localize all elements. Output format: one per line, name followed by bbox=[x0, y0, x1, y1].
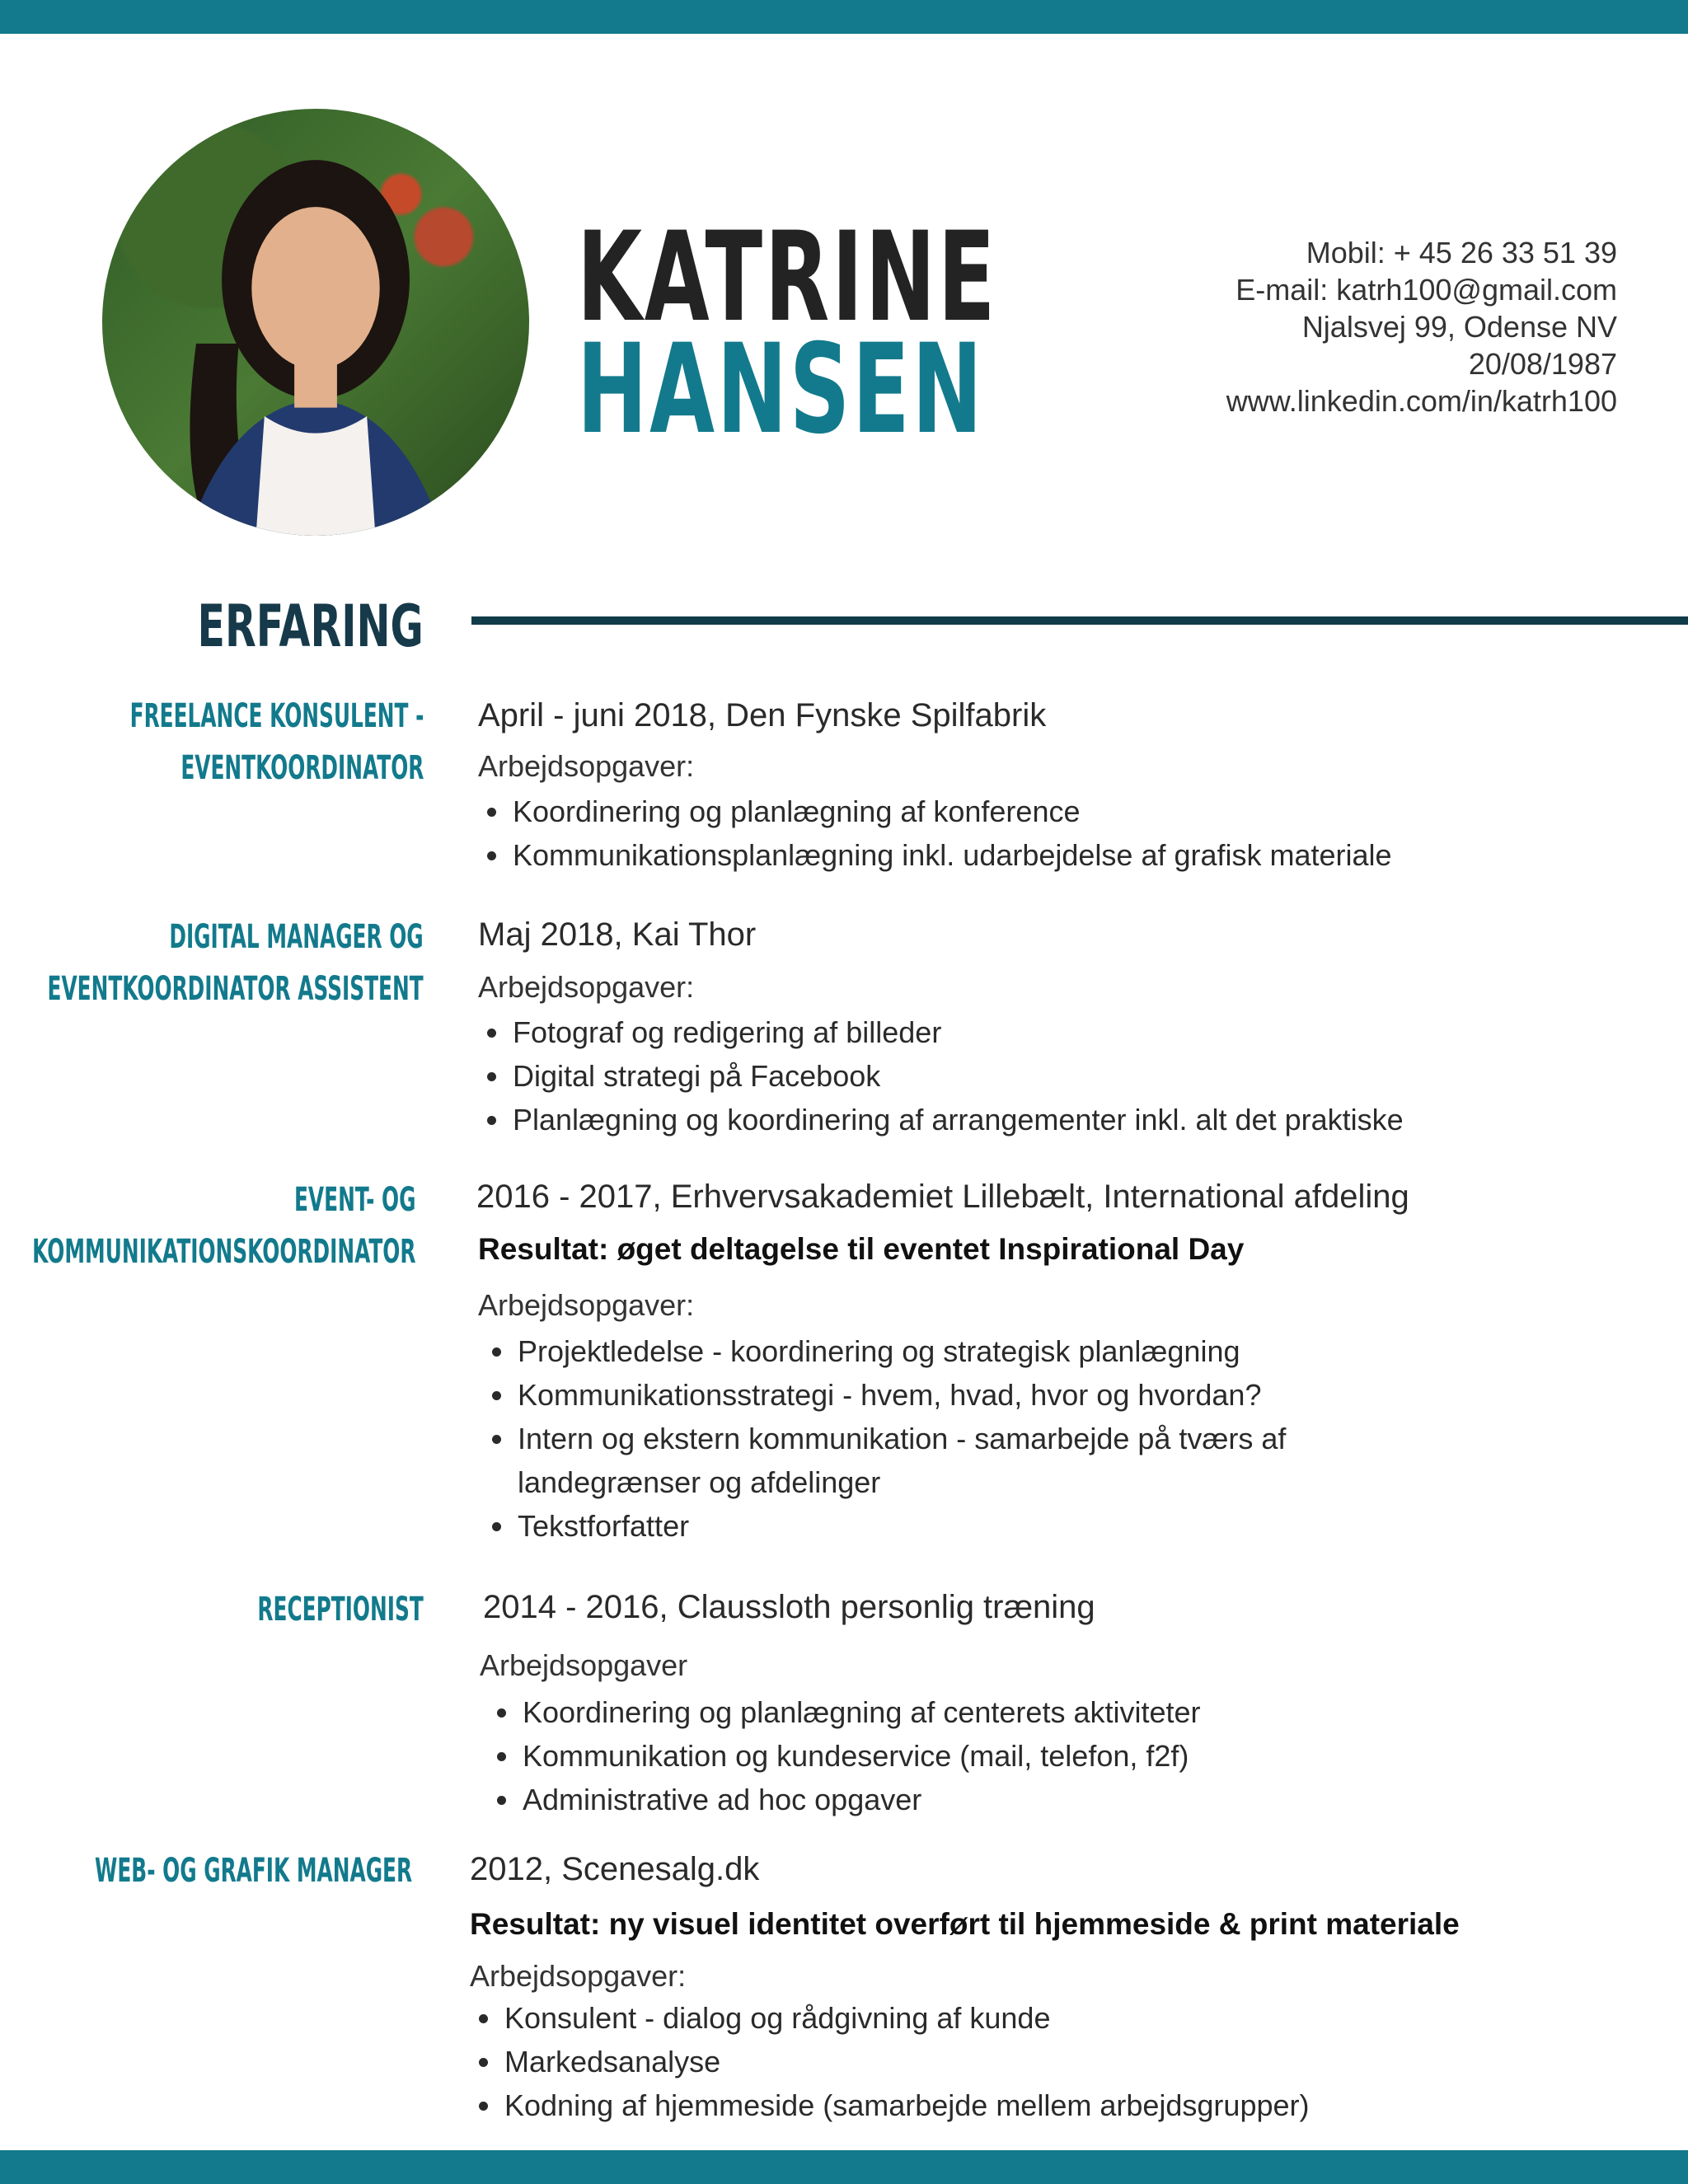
job-title-line: RECEPTIONIST bbox=[257, 1591, 424, 1629]
task-item: • Konsulent - dialog og rådgivning af kunde bbox=[503, 1996, 1309, 2040]
task-item: • Projektledelse - koordinering og strategisk planlægning bbox=[516, 1329, 1391, 1373]
job-title-digital-manager bbox=[48, 912, 424, 1015]
job-title-freelance bbox=[129, 691, 424, 794]
job-title-line: DIGITAL MANAGER OG bbox=[169, 918, 424, 956]
job-head: 2016 - 2017, Erhvervsakademiet Lillebælt, International afdeling bbox=[476, 1179, 1409, 1215]
task-item: • Digital strategi på Facebook bbox=[511, 1054, 1404, 1098]
job-task-list bbox=[478, 790, 1392, 877]
job-title-line: EVENTKOORDINATOR ASSISTENT bbox=[47, 970, 424, 1008]
job-task-list bbox=[470, 1996, 1309, 2127]
task-item: • Markedsanalyse bbox=[503, 2040, 1309, 2083]
task-item: • Tekstforfatter bbox=[516, 1504, 1391, 1548]
contact-block bbox=[1226, 234, 1617, 419]
task-item: • Koordinering og planlægning af konference bbox=[511, 790, 1392, 833]
contact-linkedin: www.linkedin.com/in/katrh100 bbox=[1226, 384, 1617, 418]
task-item: • Administrative ad hoc opgaver bbox=[521, 1778, 1201, 1821]
task-item: • Kodning af hjemmeside (samarbejde mellem arbejdsgrupper) bbox=[503, 2083, 1309, 2127]
job-title-web-graphic-manager bbox=[95, 1845, 412, 1897]
task-item: • Kommunikationsplanlægning inkl. udarbejdelse af grafisk materiale bbox=[511, 833, 1392, 877]
job-head: Maj 2018, Kai Thor bbox=[478, 916, 757, 953]
job-title-event-communication bbox=[32, 1174, 415, 1278]
job-head: 2014 - 2016, Claussloth personlig træning bbox=[483, 1589, 1095, 1625]
job-tasks-label: Arbejdsopgaver: bbox=[470, 1959, 687, 1993]
job-title-receptionist bbox=[258, 1584, 424, 1636]
job-task-list bbox=[483, 1329, 1391, 1548]
job-tasks-label: Arbejdsopgaver: bbox=[478, 1288, 695, 1322]
job-result: Resultat: øget deltagelse til eventet Inspirational Day bbox=[478, 1232, 1245, 1266]
job-task-list bbox=[478, 1010, 1404, 1141]
job-head: April - juni 2018, Den Fynske Spilfabrik bbox=[478, 697, 1047, 733]
task-item: • Fotograf og redigering af billeder bbox=[511, 1010, 1404, 1054]
top-accent-bar bbox=[0, 0, 1688, 34]
task-item: • Kommunikationsstrategi - hvem, hvad, hvor og hvordan? bbox=[516, 1373, 1391, 1417]
section-title-experience: ERFARING bbox=[197, 593, 424, 660]
job-head: 2012, Scenesalg.dk bbox=[470, 1851, 760, 1887]
task-item: • Intern og ekstern kommunikation - samarbejde på tværs af landegrænser og afdelinger bbox=[516, 1417, 1391, 1504]
profile-photo bbox=[102, 109, 529, 536]
job-title-line: KOMMUNIKATIONSKOORDINATOR bbox=[31, 1233, 415, 1271]
contact-email: E-mail: katrh100@gmail.com bbox=[1236, 273, 1617, 307]
job-title-line: WEB- OG GRAFIK MANAGER bbox=[94, 1852, 412, 1890]
task-item: • Kommunikation og kundeservice (mail, telefon, f2f) bbox=[521, 1734, 1201, 1778]
job-result: Resultat: ny visuel identitet overført til hjemmeside & print materiale bbox=[470, 1907, 1460, 1941]
section-divider bbox=[471, 616, 1688, 625]
task-item: • Planlægning og koordinering af arrangementer inkl. alt det praktiske bbox=[511, 1098, 1404, 1141]
job-title-line: FREELANCE KONSULENT - bbox=[129, 697, 424, 735]
task-item: • Koordinering og planlægning af centerets aktiviteter bbox=[521, 1690, 1201, 1734]
job-tasks-label: Arbejdsopgaver bbox=[480, 1648, 688, 1682]
contact-address: Njalsvej 99, Odense NV bbox=[1301, 310, 1617, 344]
job-task-list bbox=[488, 1690, 1201, 1821]
last-name: HANSEN bbox=[577, 318, 985, 462]
bottom-accent-bar bbox=[0, 2150, 1688, 2184]
portrait-illustration bbox=[102, 109, 529, 536]
first-name: KATRINE bbox=[577, 206, 998, 349]
job-title-line: EVENTKOORDINATOR bbox=[180, 749, 424, 787]
job-tasks-label: Arbejdsopgaver: bbox=[478, 970, 695, 1004]
job-title-line: EVENT- OG bbox=[293, 1181, 415, 1219]
job-tasks-label: Arbejdsopgaver: bbox=[478, 749, 695, 783]
contact-birthdate: 20/08/1987 bbox=[1468, 347, 1617, 381]
contact-phone: Mobil: + 45 26 33 51 39 bbox=[1306, 236, 1617, 269]
